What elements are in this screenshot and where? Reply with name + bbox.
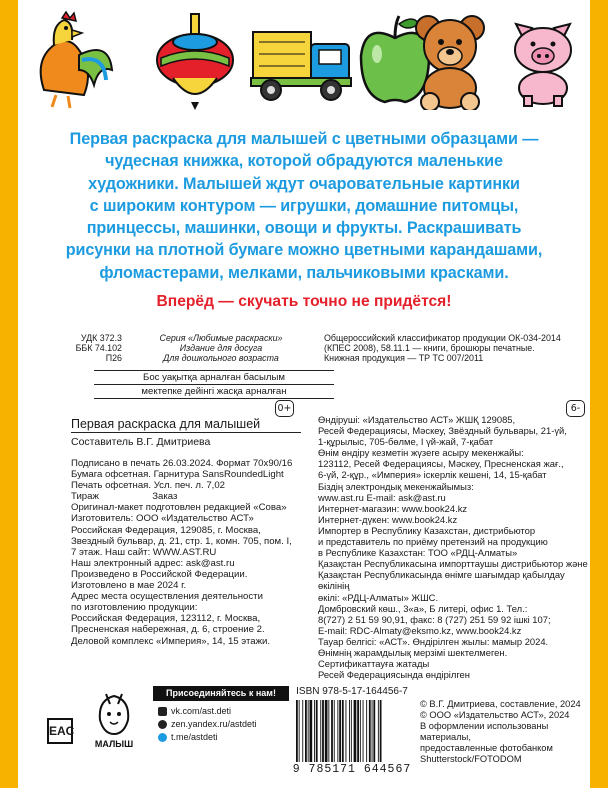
barcode-bar bbox=[322, 700, 324, 762]
barcode-bar bbox=[339, 700, 341, 762]
back-cover bbox=[18, 0, 590, 788]
book-description bbox=[18, 128, 590, 284]
udk-code: УДК 372.3 bbox=[80, 333, 122, 343]
kz-age-rating-badge: 6- bbox=[566, 400, 585, 417]
kz-line: Ресей Федерациясында өндірілген bbox=[318, 669, 470, 681]
library-codes bbox=[62, 333, 122, 364]
imprint-line: Деловой комплекс «Империя», 14, 15 этажи. bbox=[71, 635, 271, 647]
compiler-credit: Составитель В.Г. Дмитриева bbox=[71, 436, 211, 448]
kz-line: 8(727) 2 51 59 90,91, факс: 8 (727) 251 59 92 ішкі 107; bbox=[318, 613, 551, 625]
telegram-icon bbox=[158, 733, 167, 742]
kz-line: Интернет-дүкен: www.book24.kz bbox=[318, 513, 458, 525]
kz-line: E-mail: RDC-Almaty@eksmo.kz, www.book24.kz bbox=[318, 624, 522, 636]
kz-line: Домбровский көш., 3«а», Б литері, офис 1. Тел.: bbox=[318, 602, 528, 614]
description-line: чудесная книжка, которой обрадуются маленькие bbox=[105, 152, 503, 171]
kz-line: Өнім өндіру кезметін жүзеге асыру мекенжайы: bbox=[318, 447, 524, 459]
author-mark: П26 bbox=[105, 353, 122, 364]
malysh-publisher-logo bbox=[88, 690, 140, 750]
barcode-bar bbox=[308, 700, 309, 762]
barcode-bar bbox=[380, 700, 382, 762]
book-title: Первая раскраска для малышей bbox=[71, 417, 261, 431]
social-link-text: t.me/astdeti bbox=[171, 732, 218, 742]
kz-line: 1-құрылыс, 705-бөлме, I үй-жай, 7-қабат bbox=[318, 436, 494, 448]
imprint-line: Наш электронный адрес: ask@ast.ru bbox=[71, 557, 235, 569]
bbk-code: ББК 74.102 bbox=[75, 343, 122, 354]
social-link-zen[interactable] bbox=[158, 718, 257, 731]
barcode-bar bbox=[351, 700, 352, 762]
zen-icon bbox=[158, 720, 167, 729]
barcode-bar bbox=[334, 700, 335, 762]
copyright-line: предоставленные фотобанком bbox=[420, 743, 553, 754]
barcode-bar bbox=[305, 700, 307, 762]
barcode-bar bbox=[369, 700, 371, 762]
title-divider bbox=[71, 432, 301, 433]
vk-icon bbox=[158, 707, 167, 716]
product-classifier bbox=[324, 333, 594, 364]
barcode-bar bbox=[314, 700, 315, 762]
rooster-illustration bbox=[24, 10, 116, 110]
imprint-line: Подписано в печать 26.03.2024. Формат 70х90/16 bbox=[71, 458, 293, 469]
copyright-line: © В.Г. Дмитриева, составление, 2024 bbox=[420, 699, 581, 709]
barcode-bar bbox=[310, 700, 313, 762]
series-line: Издание для досуга bbox=[179, 343, 263, 354]
imprint-line: Печать офсетная. Усл. печ. л. 7,02 bbox=[71, 480, 226, 492]
social-links bbox=[158, 705, 257, 744]
age-rating-badge: 0+ bbox=[275, 400, 294, 417]
kz-series-line: Бос уақытқа арналған басылым bbox=[94, 370, 334, 384]
description-line: художники. Малышей ждут очаровательные картинки bbox=[88, 174, 520, 193]
kz-series-line: мектепке дейінгі жасқа арналған bbox=[94, 384, 334, 399]
eac-certification-mark: EAC bbox=[47, 718, 73, 744]
description-line: Первая раскраска для малышей с цветными образцами — bbox=[69, 130, 539, 148]
kz-line: Қазақстан Республикасына импорттаушы дистрибьютор және bbox=[318, 558, 588, 570]
description-line: фломастерами, мелками, пальчиковыми красками. bbox=[99, 263, 509, 282]
imprint-line: по изготовлению продукции: bbox=[71, 602, 198, 614]
imprint-line: Российская Федерация, 123112, г. Москва, bbox=[71, 613, 261, 625]
copyright-notice bbox=[420, 699, 595, 766]
imprint-line: Бумага офсетная. Гарнитура SansRoundedLight bbox=[71, 469, 284, 481]
barcode-bar bbox=[320, 700, 321, 762]
kz-imprint-details bbox=[318, 414, 588, 680]
imprint-line: Адрес места осуществления деятельности bbox=[71, 591, 263, 603]
isbn: ISBN 978-5-17-164456-7 bbox=[296, 686, 408, 697]
barcode-bar bbox=[373, 700, 375, 762]
copyright-line: В оформлении использованы материалы, bbox=[420, 721, 549, 743]
imprint-line: Оригинал-макет подготовлен редакцией «Сова» bbox=[71, 502, 287, 514]
series-line: Для дошкольного возраста bbox=[163, 353, 279, 364]
imprint-line: Российская Федерация, 129085, г. Москва, bbox=[71, 524, 261, 536]
imprint-line: Звездный бульвар, д. 21, стр. 1, комн. 705, пом. I, bbox=[71, 535, 292, 547]
barcode-bar bbox=[328, 700, 329, 762]
barcode-bar bbox=[360, 700, 361, 762]
barcode-bar bbox=[363, 700, 364, 762]
imprint-details bbox=[71, 458, 316, 647]
join-us-banner: Присоединяйтесь к нам! bbox=[153, 686, 289, 701]
social-link-text: vk.com/ast.deti bbox=[171, 706, 232, 716]
series-info bbox=[126, 333, 316, 364]
kz-line: www.ast.ru E-mail: ask@ast.ru bbox=[318, 491, 446, 503]
kz-line: в Республике Казахстан: ТОО «РДЦ-Алматы» bbox=[318, 547, 518, 559]
classifier-line: (КПЕС 2008), 58.11.1 — книги, брошюры печатные. bbox=[324, 343, 535, 354]
kz-line: 6-үй, 2-құр., «Империя» іскерлік кешені, 14, 15-қабат bbox=[318, 469, 547, 481]
kz-line: Сертификаттауға жатады bbox=[318, 658, 430, 670]
series-line: Серия «Любимые раскраски» bbox=[159, 333, 283, 343]
barcode-bar bbox=[354, 700, 357, 762]
barcode-bar bbox=[316, 700, 318, 762]
tagline: Вперёд — скучать точно не придётся! bbox=[156, 293, 452, 310]
barcode-bar bbox=[299, 700, 300, 762]
description-line: рисунки на плотной бумаге можно цветными карандашами, bbox=[65, 241, 543, 260]
imprint-line: Произведено в Российской Федерации. bbox=[71, 568, 248, 580]
kz-line: өкілі: «РДЦ-Алматы» ЖШС. bbox=[318, 591, 439, 603]
spinning-top-illustration bbox=[153, 10, 237, 110]
barcode-bar bbox=[296, 700, 298, 762]
kz-line: 123112, Ресей Федерациясы, Мәскеу, Пресненская жағ., bbox=[318, 458, 564, 470]
description-line: с широким контуром — игрушки, домашние питомцы, bbox=[89, 196, 519, 215]
kz-line: Өнімнің жарамдылық мерзімі шектелмеген. bbox=[318, 646, 508, 658]
copyright-line: © ООО «Издательство АСТ», 2024 bbox=[420, 710, 570, 721]
kz-line: Қазақстан Республикасында өнімге шағымдар қабылдау өкілінің bbox=[318, 569, 565, 592]
barcode-number: 9 785171 644567 bbox=[292, 763, 412, 776]
logo-text: МАЛЫШ bbox=[94, 739, 134, 749]
imprint-line: Пресненская набережная, д. 6, строение 2. bbox=[71, 624, 265, 636]
hero-illustrations bbox=[18, 0, 590, 120]
barcode-bar bbox=[342, 700, 344, 762]
toy-truck-illustration bbox=[249, 10, 355, 110]
barcode-bar bbox=[372, 700, 373, 762]
social-link-telegram[interactable] bbox=[158, 731, 257, 744]
social-link-vk[interactable] bbox=[158, 705, 257, 718]
barcode-bar bbox=[378, 700, 379, 762]
barcode-bar bbox=[349, 700, 350, 762]
imprint-line: Изготовлено в мае 2024 г. bbox=[71, 580, 187, 592]
barcode-bar bbox=[346, 700, 347, 762]
barcode-bar bbox=[337, 700, 338, 762]
copyright-line: Shutterstock/FOTODOM bbox=[420, 754, 522, 765]
description-line: принцессы, машинки, овощи и фрукты. Раскрашивать bbox=[86, 219, 522, 238]
kz-line: и представитель по приёму претензий на продукцию bbox=[318, 536, 548, 548]
barcode-bar bbox=[366, 700, 367, 762]
kz-series-info bbox=[94, 370, 334, 399]
barcode-bar bbox=[325, 700, 328, 762]
barcode-bar bbox=[331, 700, 333, 762]
social-link-text: zen.yandex.ru/astdeti bbox=[171, 719, 257, 729]
pig-illustration bbox=[502, 10, 584, 110]
classifier-line: Общероссийский классификатор продукции ОК-034-2014 bbox=[324, 333, 561, 343]
teddy-bear-illustration bbox=[406, 10, 494, 110]
kz-line: Біздің электрондық мекенжайымыз: bbox=[318, 480, 474, 492]
classifier-line: Книжная продукция — ТР ТС 007/2011 bbox=[324, 353, 484, 364]
barcode-bar bbox=[357, 700, 359, 762]
imprint-line: Изготовитель: ООО «Издательство АСТ» bbox=[71, 513, 254, 525]
kz-line: Тауар белгісі: «АСТ». Өндірілген жылы: мамыр 2024. bbox=[318, 635, 549, 647]
imprint-line: 7 этаж. Наш сайт: WWW.AST.RU bbox=[71, 546, 217, 558]
barcode-bar bbox=[302, 700, 303, 762]
kz-line: Интернет-магазин: www.book24.kz bbox=[318, 502, 468, 514]
kz-line: Өндіруші: «Издательство АСТ» ЖШҚ 129085, bbox=[318, 414, 516, 425]
kz-line: Ресей Федерациясы, Мәскеу, Звёздный бульвары, 21-үй, bbox=[318, 425, 567, 437]
imprint-line: Тираж Заказ bbox=[71, 491, 178, 503]
kz-line: Импортер в Республику Казахстан, дистрибьютор bbox=[318, 524, 536, 536]
